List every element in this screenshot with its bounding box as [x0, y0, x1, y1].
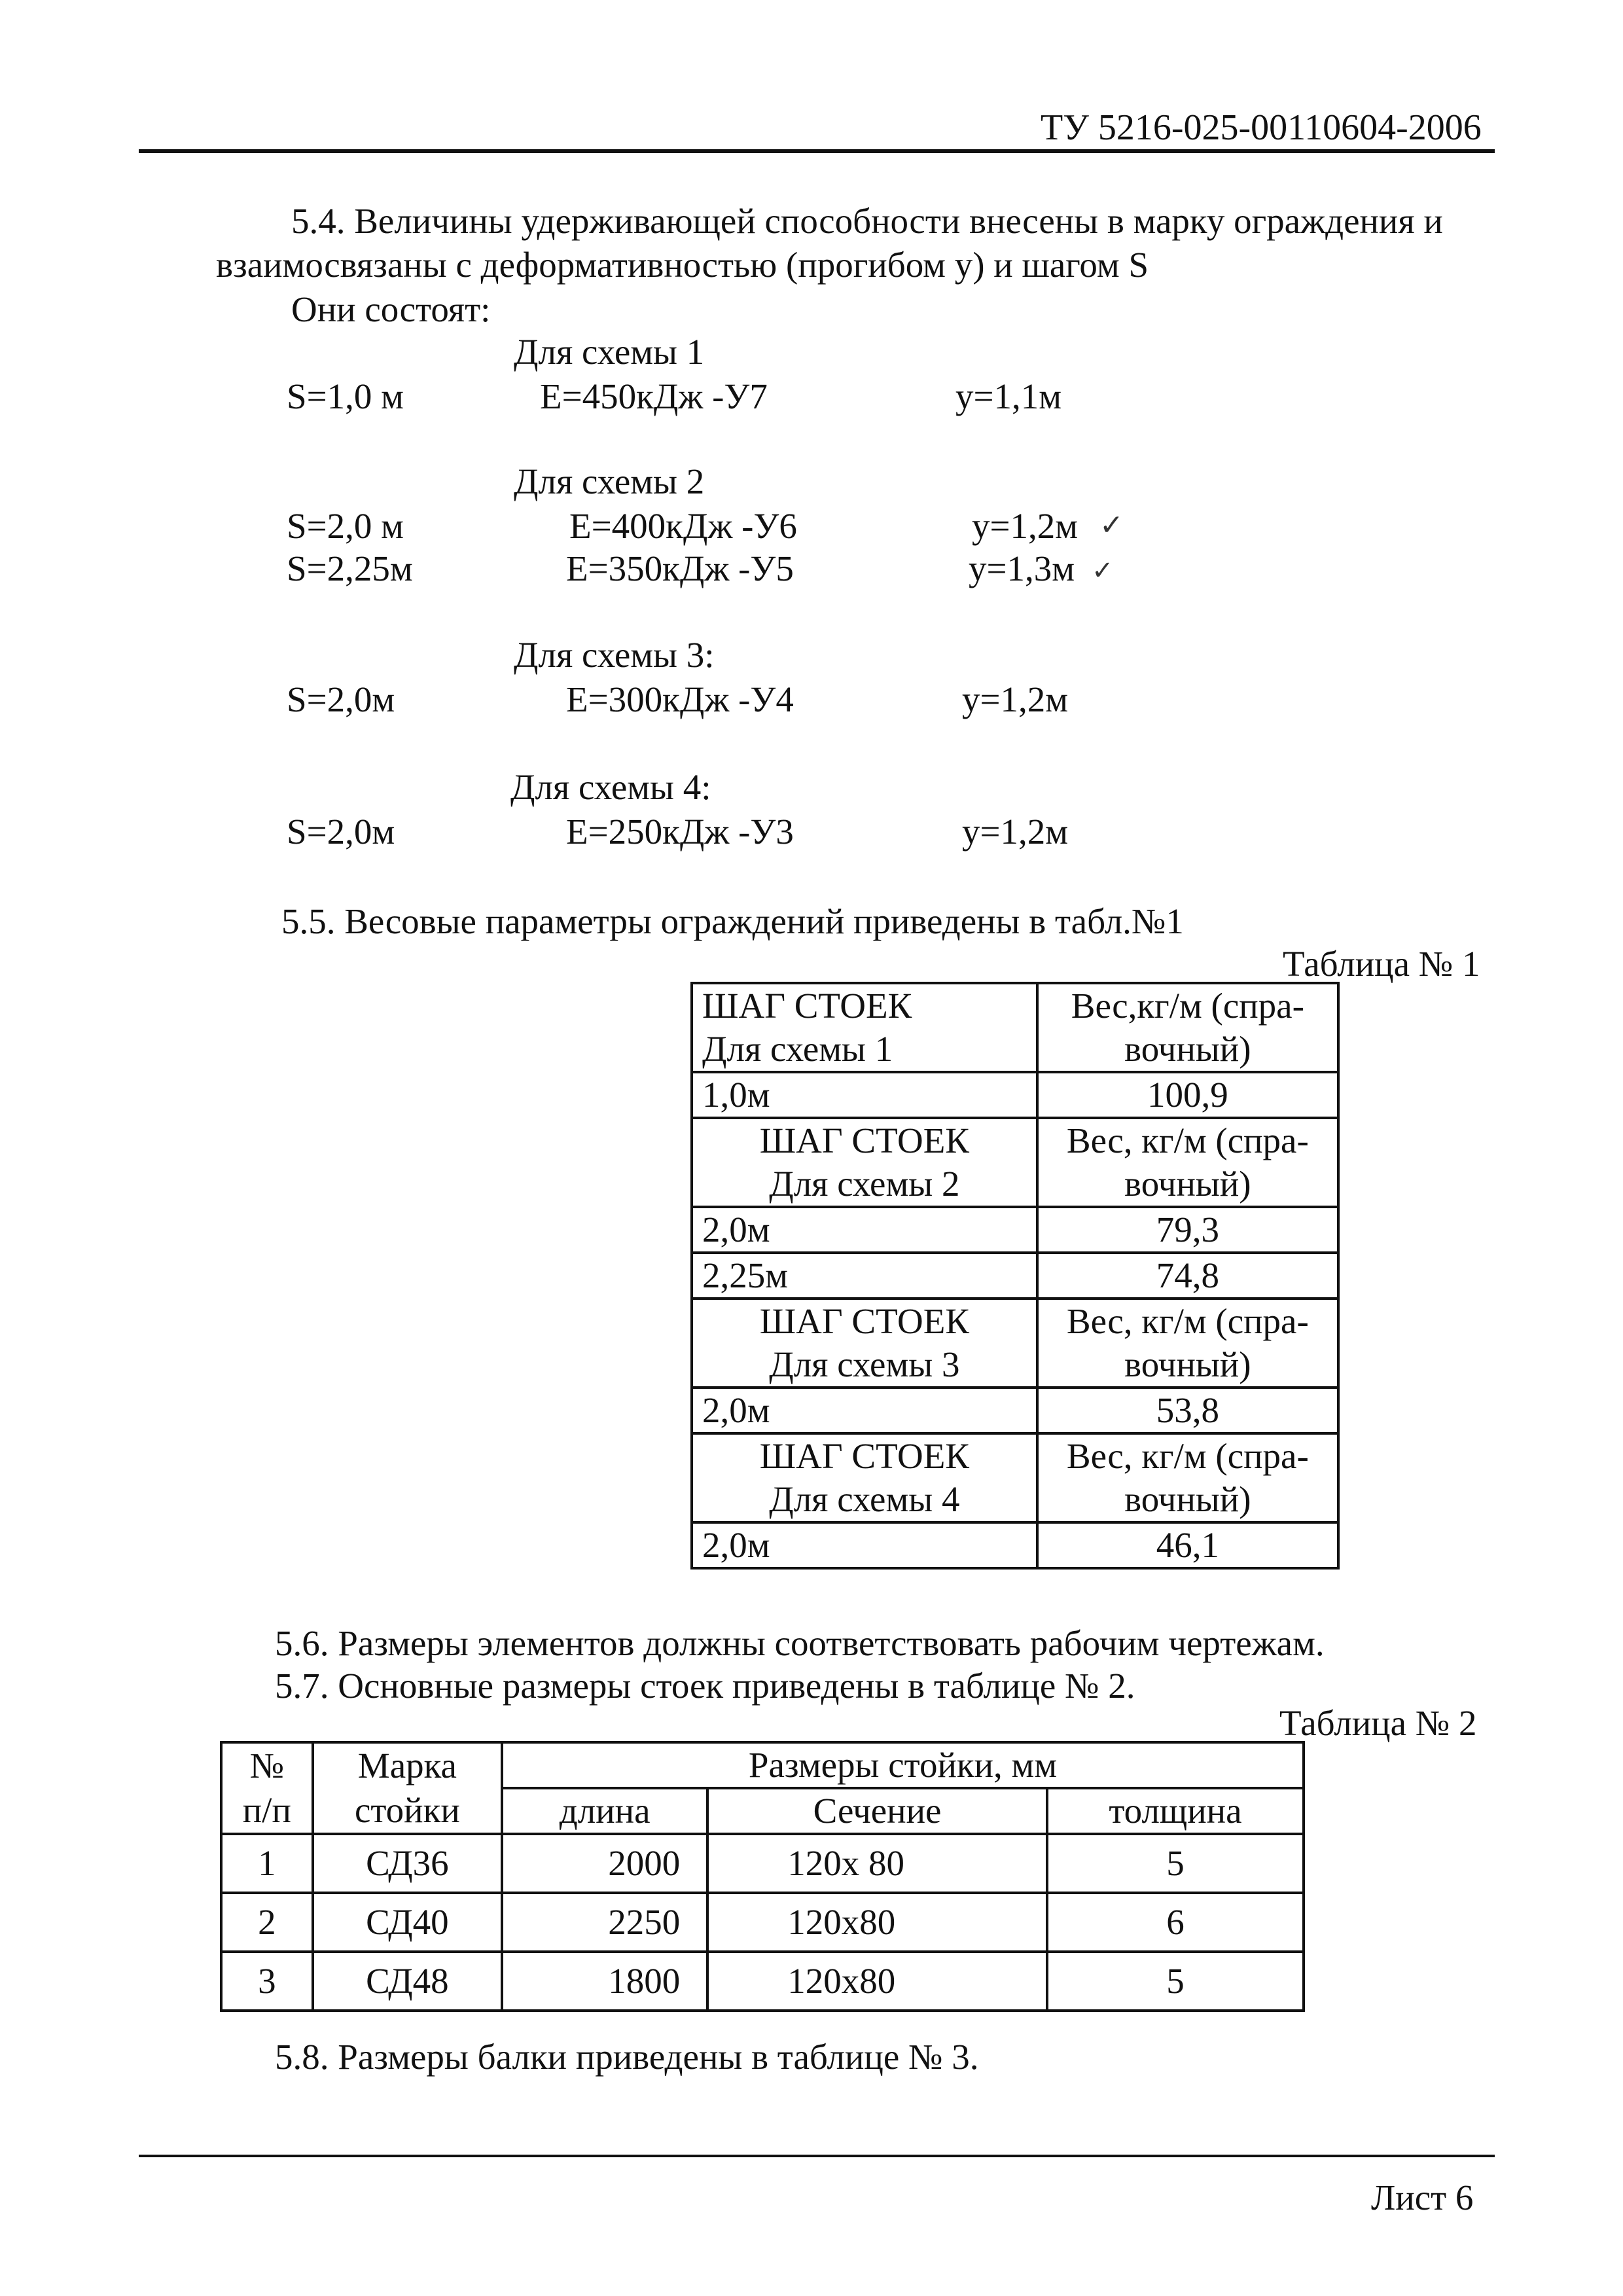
scheme-2-deflection-b: y=1,3м — [969, 548, 1075, 588]
weight-header: Вес, кг/м (спра- — [1066, 1436, 1309, 1476]
table-cell: толщина — [1047, 1788, 1304, 1834]
table-cell: Размеры стойки, мм — [502, 1742, 1304, 1788]
scheme-1-deflection: y=1,1м — [955, 376, 1062, 416]
table-cell: 1 — [221, 1834, 313, 1893]
step-header: ШАГ СТОЕК — [759, 1121, 969, 1160]
table-row — [692, 1207, 1338, 1253]
table-cell: СД48 — [313, 1952, 502, 2011]
table-cell — [1037, 1118, 1338, 1207]
table-cell: Сечение — [707, 1788, 1047, 1834]
table-cell: 1,0м — [692, 1072, 1037, 1118]
scheme-4-title: Для схемы 4: — [510, 767, 711, 807]
table-cell — [692, 1118, 1037, 1207]
table-row — [221, 1834, 1304, 1893]
table-cell: 5 — [1047, 1952, 1304, 2011]
scheme-4-deflection: y=1,2м — [962, 812, 1069, 852]
scheme-4-energy: Е=250кДж -У3 — [566, 812, 794, 852]
para-5-7: 5.7. Основные размеры стоек приведены в таблице № 2. — [275, 1666, 1135, 1706]
table-row — [221, 1788, 1304, 1834]
table-row — [221, 1893, 1304, 1952]
table-cell: 46,1 — [1037, 1522, 1338, 1568]
scheme-2-step-b: S=2,25м — [287, 548, 413, 588]
table-row — [692, 1118, 1338, 1207]
scheme-header: Для схемы 1 — [702, 1029, 893, 1069]
scheme-2-energy-b: Е=350кДж -У5 — [566, 548, 794, 588]
table-cell: 5 — [1047, 1834, 1304, 1893]
table-2-caption: Таблица № 2 — [1279, 1703, 1477, 1743]
table-cell: 2,25м — [692, 1253, 1037, 1299]
table-cell: 120х 80 — [707, 1834, 1047, 1893]
table-cell: п/п — [221, 1788, 313, 1834]
footer-rule — [139, 2155, 1495, 2157]
table-cell: 1800 — [502, 1952, 707, 2011]
table-cell — [692, 983, 1037, 1072]
table-cell: 2,0м — [692, 1522, 1037, 1568]
table-cell: 2250 — [502, 1893, 707, 1952]
table-cell — [1037, 1433, 1338, 1522]
sheet-number: Лист 6 — [1371, 2178, 1474, 2217]
scheme-3-deflection: y=1,2м — [962, 679, 1069, 719]
para-5-4-line2: взаимосвязаны с деформативностью (прогибом y) и шагом S — [216, 245, 1149, 285]
scheme-2-title: Для схемы 2 — [514, 461, 705, 501]
table-cell: 2 — [221, 1893, 313, 1952]
table-row — [692, 1253, 1338, 1299]
table-row — [221, 1742, 1304, 1788]
table-cell: стойки — [313, 1788, 502, 1834]
header-rule — [139, 149, 1495, 153]
table-row — [692, 983, 1338, 1072]
table-cell: СД36 — [313, 1834, 502, 1893]
weight-header-cont: вочный) — [1124, 1029, 1251, 1069]
table-cell — [1037, 983, 1338, 1072]
table-cell: 53,8 — [1037, 1388, 1338, 1433]
weight-header: Вес,кг/м (спра- — [1071, 986, 1304, 1026]
scheme-3-step: S=2,0м — [287, 679, 395, 719]
table-cell: 100,9 — [1037, 1072, 1338, 1118]
scheme-1-energy: Е=450кДж -У7 — [540, 376, 768, 416]
document-code: ТУ 5216-025-00110604-2006 — [1041, 107, 1482, 148]
scheme-1-step: S=1,0 м — [287, 376, 404, 416]
table-cell: 2000 — [502, 1834, 707, 1893]
scheme-3-title: Для схемы 3: — [514, 635, 715, 675]
table-cell: длина — [502, 1788, 707, 1834]
para-5-4-line1: 5.4. Величины удерживающей способности внесены в марку ограждения и — [291, 201, 1443, 241]
scheme-2-energy-a: Е=400кДж -У6 — [569, 506, 797, 546]
weight-header-cont: вочный) — [1124, 1344, 1251, 1384]
table-row — [692, 1299, 1338, 1388]
table-row — [221, 1952, 1304, 2011]
step-header: ШАГ СТОЕК — [759, 1436, 969, 1476]
table-row — [692, 1072, 1338, 1118]
para-5-5: 5.5. Весовые параметры ограждений приведены в табл.№1 — [281, 901, 1184, 941]
table-row — [692, 1388, 1338, 1433]
table-cell: СД40 — [313, 1893, 502, 1952]
weight-header: Вес, кг/м (спра- — [1066, 1121, 1309, 1160]
table-cell: 2,0м — [692, 1207, 1037, 1253]
table-cell: 6 — [1047, 1893, 1304, 1952]
post-sizes-table — [220, 1741, 1305, 2012]
scheme-2-deflection-a: y=1,2м — [972, 506, 1079, 546]
weight-header-cont: вочный) — [1124, 1164, 1251, 1204]
scheme-header: Для схемы 3 — [769, 1344, 960, 1384]
weight-table — [690, 982, 1340, 1570]
table-cell: Марка — [313, 1742, 502, 1788]
scheme-1-title: Для схемы 1 — [514, 332, 705, 372]
para-5-8: 5.8. Размеры балки приведены в таблице № 3. — [275, 2037, 979, 2077]
step-header: ШАГ СТОЕК — [702, 986, 912, 1026]
table-cell — [692, 1433, 1037, 1522]
table-1-caption: Таблица № 1 — [1283, 944, 1480, 984]
check-mark-icon: ✓ — [1092, 556, 1114, 585]
table-cell: 120х80 — [707, 1952, 1047, 2011]
table-cell — [1037, 1299, 1338, 1388]
table-cell: 120х80 — [707, 1893, 1047, 1952]
weight-header-cont: вочный) — [1124, 1479, 1251, 1519]
table-cell: 3 — [221, 1952, 313, 2011]
scheme-header: Для схемы 2 — [769, 1164, 960, 1204]
they-consist-label: Они состоят: — [291, 289, 491, 329]
table-cell: 74,8 — [1037, 1253, 1338, 1299]
table-row — [692, 1522, 1338, 1568]
scheme-3-energy: Е=300кДж -У4 — [566, 679, 794, 719]
check-mark-icon: ✓ — [1099, 509, 1124, 541]
table-cell — [692, 1299, 1037, 1388]
weight-header: Вес, кг/м (спра- — [1066, 1301, 1309, 1341]
scheme-2-step-a: S=2,0 м — [287, 506, 404, 546]
table-cell: 2,0м — [692, 1388, 1037, 1433]
scheme-header: Для схемы 4 — [769, 1479, 960, 1519]
step-header: ШАГ СТОЕК — [759, 1301, 969, 1341]
scheme-4-step: S=2,0м — [287, 812, 395, 852]
table-cell: 79,3 — [1037, 1207, 1338, 1253]
para-5-6: 5.6. Размеры элементов должны соответствовать рабочим чертежам. — [275, 1623, 1325, 1663]
table-cell: № — [221, 1742, 313, 1788]
table-row — [692, 1433, 1338, 1522]
